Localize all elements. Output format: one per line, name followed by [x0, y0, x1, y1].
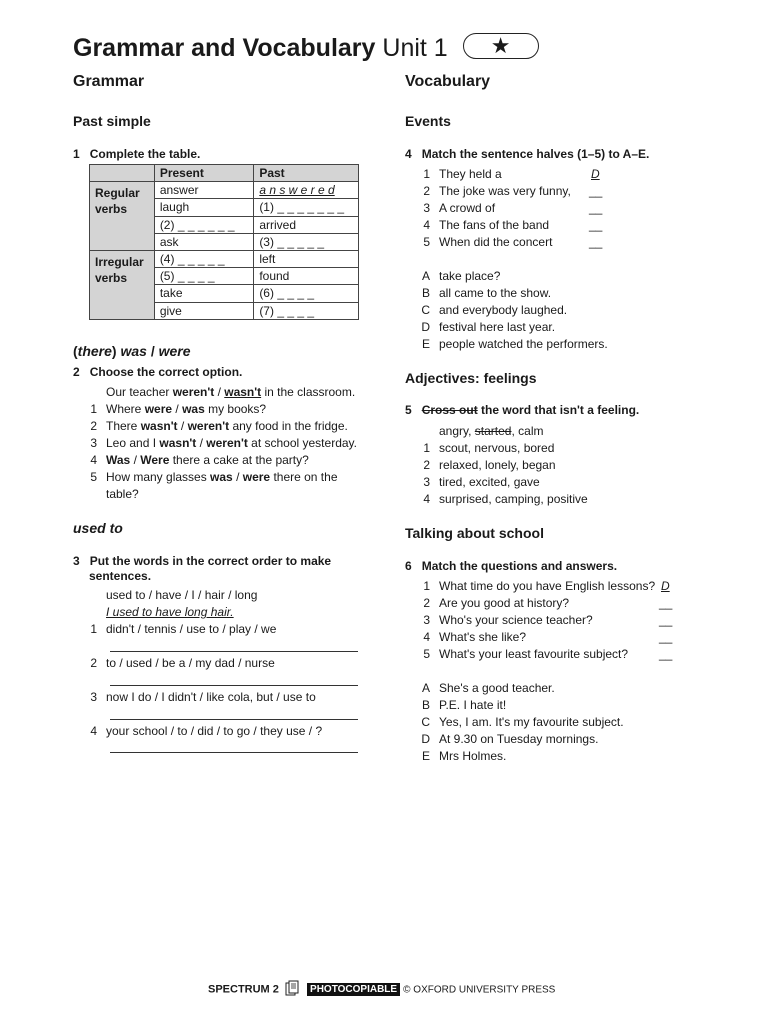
- ex3-instruction: 3 Put the words in the correct order to make sentences.: [73, 554, 332, 583]
- ex5-instruction: 5 Cross out the word that isn't a feeling.: [405, 403, 640, 417]
- option-item: A take place?: [421, 269, 501, 283]
- option-item: E Mrs Holmes.: [421, 749, 507, 763]
- school-heading: Talking about school: [405, 525, 544, 541]
- option[interactable]: was: [210, 470, 233, 484]
- photocopy-pages-icon: [285, 980, 301, 999]
- list-item: 1 They held a D: [423, 167, 600, 181]
- list-item: 1 What time do you have English lessons? D: [423, 579, 670, 593]
- there-was-were-heading: (there) was / were: [73, 343, 191, 359]
- ex5-items: [418, 440, 658, 508]
- ex6-items: [418, 578, 678, 663]
- option-item: E people watched the performers.: [421, 337, 608, 351]
- events-heading: Events: [405, 113, 451, 129]
- table-corner: [90, 165, 155, 182]
- list-item: 1 Where were / was my books?: [90, 402, 267, 416]
- answer-line[interactable]: [110, 685, 358, 686]
- photocopiable-badge: PHOTOCOPIABLE: [307, 983, 400, 996]
- list-item[interactable]: 1 scout, nervous, bored: [423, 441, 555, 455]
- ex2-example: Our teacher weren't / wasn't in the classroom.: [106, 385, 356, 399]
- row-header-irregular: Irregular verbs: [90, 250, 155, 319]
- table-cell-blank[interactable]: (1) _ _ _ _ _ _ _: [254, 199, 359, 216]
- ex6-instruction: 6 Match the questions and answers.: [405, 559, 618, 573]
- vocabulary-heading: Vocabulary: [405, 73, 491, 90]
- list-item: 3 Who's your science teacher? __: [423, 613, 673, 627]
- star-icon: ★: [490, 33, 511, 59]
- list-item[interactable]: 3 tired, excited, gave: [423, 475, 540, 489]
- title-unit: Unit 1: [382, 34, 448, 62]
- ex4-instruction: 4 Match the sentence halves (1–5) to A–E.: [405, 147, 650, 161]
- answer-slot[interactable]: __: [589, 218, 603, 232]
- option[interactable]: weren't: [187, 419, 230, 433]
- list-item: 3 A crowd of __: [423, 201, 603, 215]
- ex4-options: [418, 268, 658, 353]
- table-cell-blank[interactable]: (5) _ _ _ _: [154, 268, 254, 285]
- option[interactable]: Were: [140, 453, 170, 467]
- past-simple-heading: Past simple: [73, 113, 151, 129]
- ex1-instruction: 1 Complete the table.: [73, 147, 201, 161]
- list-item: 5 How many glasses was / were there on the: [90, 470, 338, 484]
- option-item: B all came to the show.: [421, 286, 552, 300]
- verb-table: [89, 164, 359, 320]
- answer-line[interactable]: [110, 719, 358, 720]
- table-cell: arrived: [254, 216, 359, 233]
- table-cell-example-answer: a n s w e r e d: [254, 182, 359, 199]
- option-item: D festival here last year.: [421, 320, 556, 334]
- feelings-heading: Adjectives: feelings: [405, 370, 537, 386]
- option[interactable]: were: [242, 470, 271, 484]
- answer-slot[interactable]: __: [589, 201, 603, 215]
- grammar-heading: Grammar: [73, 73, 145, 90]
- table-cell-blank[interactable]: (2) _ _ _ _ _ _: [154, 216, 254, 233]
- list-item: 2 Are you good at history? __: [423, 596, 673, 610]
- answer-slot[interactable]: __: [659, 630, 673, 644]
- option-item: B P.E. I hate it!: [421, 698, 507, 712]
- answer-slot[interactable]: __: [589, 184, 603, 198]
- list-item: 5 What's your least favourite subject? __: [423, 647, 673, 661]
- answer-line[interactable]: [110, 752, 358, 753]
- col-header-present: Present: [154, 165, 254, 182]
- table-cell-blank[interactable]: (4) _ _ _ _ _: [154, 250, 254, 267]
- table-cell: ask: [154, 233, 254, 250]
- ex3-example-answer: I used to have long hair.: [106, 605, 234, 619]
- star-level-badge: [463, 33, 539, 59]
- table-cell: answer: [154, 182, 254, 199]
- table-cell: take: [154, 285, 254, 302]
- ex2-items: [89, 401, 369, 503]
- answer-slot[interactable]: __: [589, 235, 603, 249]
- answer-slot[interactable]: __: [659, 613, 673, 627]
- option-item: A She's a good teacher.: [421, 681, 555, 695]
- ex6-options: [418, 680, 678, 765]
- list-item[interactable]: 4 surprised, camping, positive: [423, 492, 588, 506]
- option[interactable]: was: [182, 402, 205, 416]
- option-selected[interactable]: wasn't: [224, 385, 262, 399]
- option[interactable]: wasn't: [159, 436, 197, 450]
- list-item: 2 There wasn't / weren't any food in the fridge.: [90, 419, 348, 433]
- ex3-example-prompt: used to / have / I / hair / long: [106, 588, 258, 602]
- footer-copyright: © OXFORD UNIVERSITY PRESS: [403, 984, 556, 996]
- title-main: Grammar and Vocabulary: [73, 34, 376, 62]
- ex4-items: [418, 166, 618, 251]
- ex5-example: angry, started, calm: [439, 424, 544, 438]
- list-item: 4 What's she like? __: [423, 630, 673, 644]
- list-item: 4 Was / Were there a cake at the party?: [90, 453, 309, 467]
- option-item: D At 9.30 on Tuesday mornings.: [421, 732, 599, 746]
- row-header-regular: Regular verbs: [90, 182, 155, 251]
- option-item: C Yes, I am. It's my favourite subject.: [421, 715, 624, 729]
- answer-slot[interactable]: D: [591, 167, 600, 181]
- list-item: 4 The fans of the band __: [423, 218, 603, 232]
- option[interactable]: wasn't: [140, 419, 178, 433]
- footer-series: SPECTRUM 2: [208, 983, 279, 996]
- answer-slot[interactable]: __: [659, 596, 673, 610]
- list-item[interactable]: 2 relaxed, lonely, began: [423, 458, 556, 472]
- used-to-heading: used to: [73, 520, 123, 536]
- footer: [208, 980, 555, 999]
- option[interactable]: were: [144, 402, 173, 416]
- list-item: 3 Leo and I wasn't / weren't at school yesterday.: [90, 436, 357, 450]
- option[interactable]: weren't: [206, 436, 248, 450]
- table-cell-blank[interactable]: (6) _ _ _ _: [254, 285, 359, 302]
- table-cell-blank[interactable]: (3) _ _ _ _ _: [254, 233, 359, 250]
- answer-slot[interactable]: D: [661, 579, 670, 593]
- table-cell: left: [254, 250, 359, 267]
- table-cell-blank[interactable]: (7) _ _ _ _: [254, 302, 359, 319]
- list-item: 2 The joke was very funny, __: [423, 184, 603, 198]
- list-item-continued: table?: [106, 487, 139, 501]
- table-cell: found: [254, 268, 359, 285]
- ex2-instruction: 2 Choose the correct option.: [73, 365, 243, 379]
- crossed-word: started: [474, 424, 512, 438]
- table-cell: give: [154, 302, 254, 319]
- table-cell: laugh: [154, 199, 254, 216]
- page-title: [73, 34, 539, 63]
- option-item: C and everybody laughed.: [421, 303, 568, 317]
- option[interactable]: weren't: [172, 385, 215, 399]
- answer-slot[interactable]: __: [659, 647, 673, 661]
- list-item: 5 When did the concert __: [423, 235, 603, 249]
- answer-line[interactable]: [110, 651, 358, 652]
- col-header-past: Past: [254, 165, 359, 182]
- option[interactable]: Was: [106, 453, 131, 467]
